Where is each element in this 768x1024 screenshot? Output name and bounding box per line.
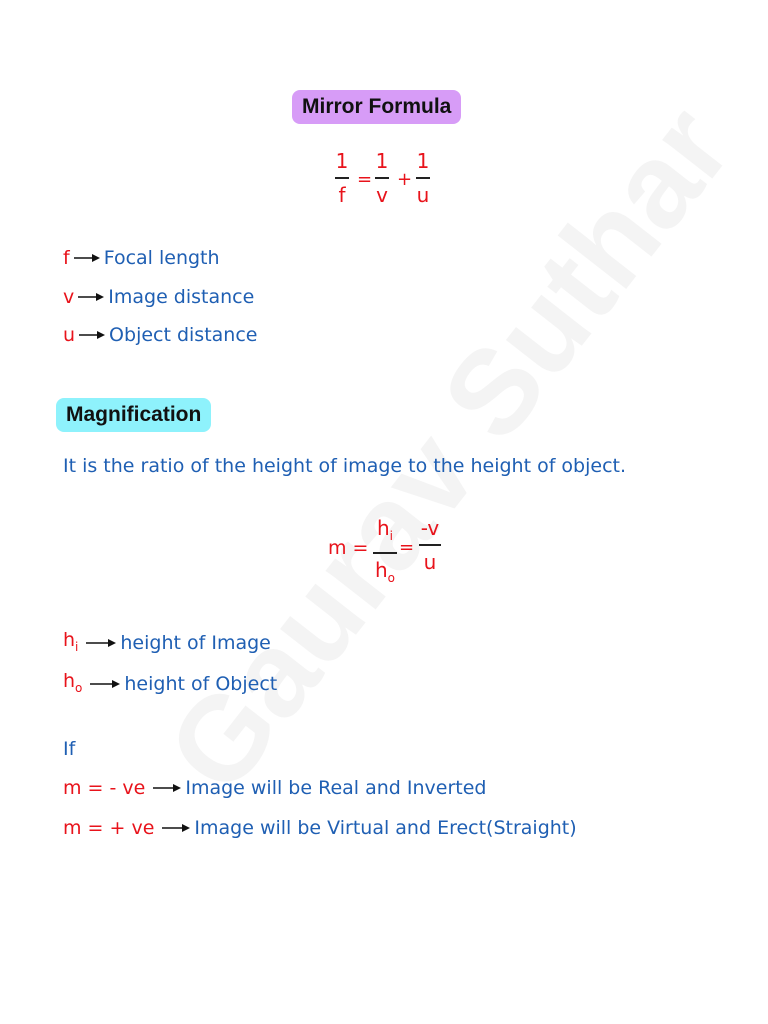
fraction-numerator: 1 [375, 149, 389, 173]
definition-item-f [63, 246, 220, 270]
magnification-title: Magnification [56, 398, 211, 432]
fraction-1-over-f [335, 148, 349, 208]
fraction-numerator: -v [420, 516, 440, 540]
fraction-numerator: 1 [335, 149, 349, 173]
equals-sign: = [357, 169, 373, 190]
height-meaning: height of Object [124, 673, 278, 696]
h-symbol: h [63, 670, 76, 692]
definition-symbol: u [63, 324, 76, 346]
fraction-denominator [375, 557, 395, 591]
fraction-denominator: v [376, 182, 388, 207]
fraction-denominator: f [338, 182, 346, 207]
arrow-right-icon [78, 292, 104, 302]
fraction-bar [373, 552, 397, 554]
definition-meaning: Object distance [109, 324, 258, 346]
height-symbol [63, 669, 82, 700]
plus-sign: + [397, 169, 413, 190]
fraction-denominator: u [416, 182, 430, 207]
fraction-bar [375, 177, 389, 179]
definition-symbol: f [63, 247, 70, 269]
height-def-object [63, 669, 277, 700]
arrow-right-icon [79, 330, 105, 340]
height-def-image [63, 628, 271, 659]
definition-item-v [63, 285, 254, 309]
fraction-numerator [377, 515, 393, 549]
magnification-description: It is the ratio of the height of image to the height of object. [63, 455, 627, 477]
subscript-o: o [75, 680, 83, 695]
watermark [140, 181, 680, 818]
mirror-formula-title: Mirror Formula [292, 90, 461, 124]
fraction-denominator: u [423, 549, 437, 574]
condition-positive [63, 816, 577, 840]
m-equals-label: m = [328, 537, 369, 559]
fraction-hi-over-ho [373, 515, 397, 591]
condition-expression: m = + ve [63, 817, 155, 839]
subscript-o: o [387, 570, 396, 585]
definition-symbol: v [63, 286, 75, 308]
arrow-right-icon [153, 783, 181, 793]
height-symbol [63, 628, 78, 659]
fraction-bar [416, 177, 430, 179]
arrow-right-icon [162, 823, 190, 833]
definition-meaning: Image distance [108, 286, 255, 308]
condition-expression: m = - ve [63, 777, 146, 799]
arrow-right-icon [90, 679, 120, 689]
equals-sign: = [399, 537, 415, 558]
subscript-i: i [389, 529, 394, 543]
fraction-numerator: 1 [416, 149, 430, 173]
fraction-bar [419, 544, 441, 546]
h-symbol: h [63, 629, 76, 651]
fraction-minus-v-over-u [419, 515, 441, 575]
definition-meaning: Focal length [103, 247, 220, 269]
condition-result: Image will be Real and Inverted [185, 777, 487, 799]
fraction-1-over-v [375, 148, 389, 208]
condition-result: Image will be Virtual and Erect(Straight) [194, 817, 577, 839]
fraction-1-over-u [416, 148, 430, 208]
fraction-bar [335, 177, 349, 179]
height-meaning: height of Image [120, 632, 271, 655]
h-symbol: h [376, 516, 390, 540]
h-symbol: h [374, 557, 388, 582]
arrow-right-icon [86, 638, 116, 648]
condition-negative [63, 776, 486, 800]
if-label: If [63, 738, 76, 760]
arrow-right-icon [74, 253, 100, 263]
subscript-i: i [75, 639, 79, 654]
definition-item-u [63, 323, 257, 347]
